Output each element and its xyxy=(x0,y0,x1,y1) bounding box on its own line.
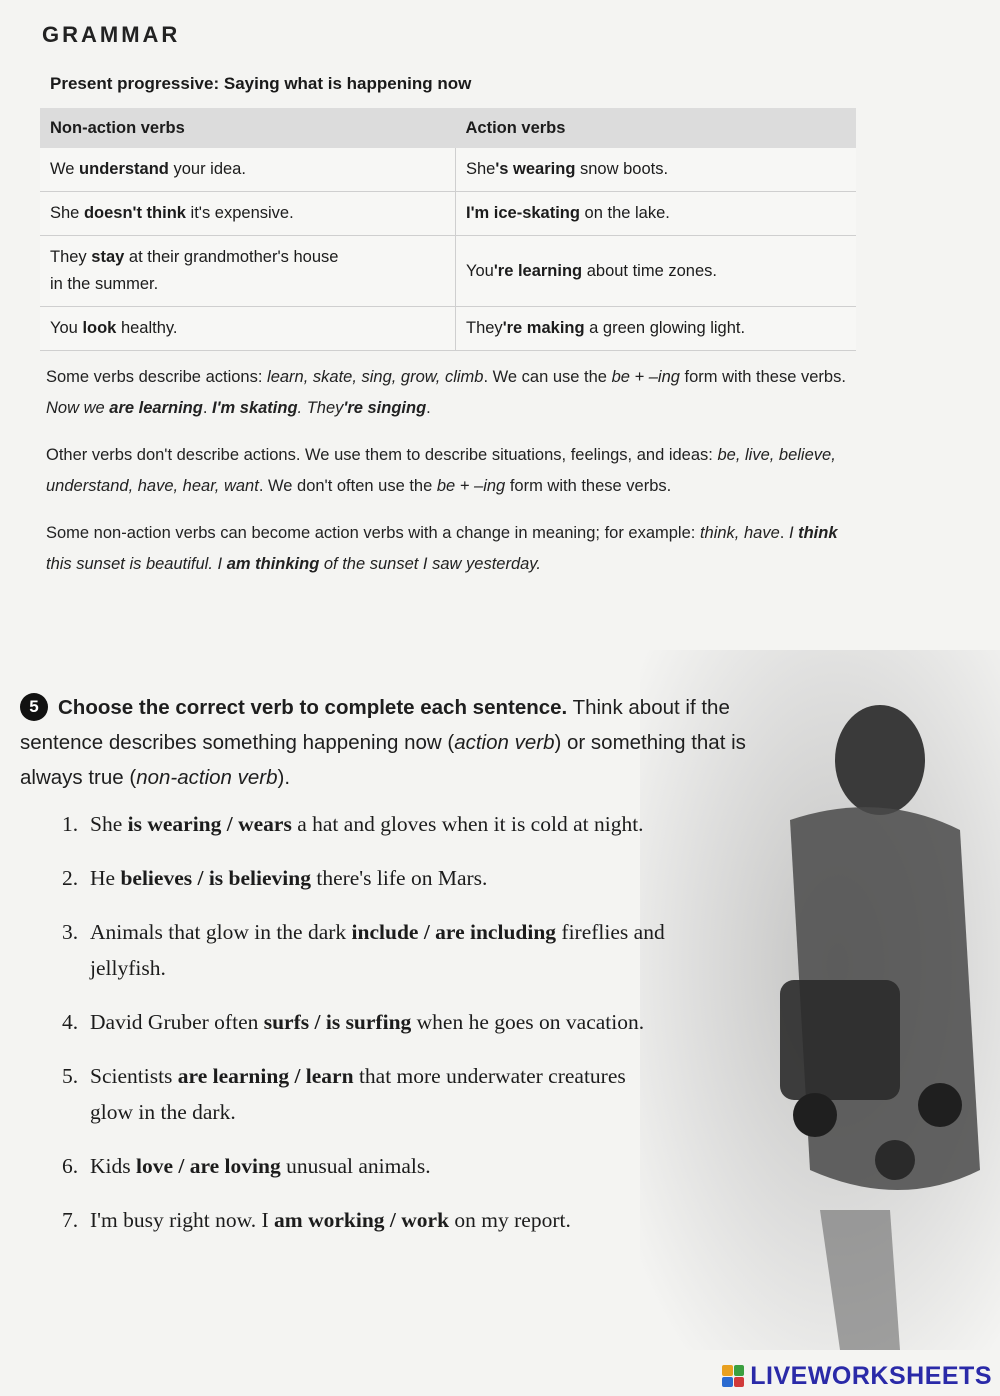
table-cell: I'm ice-skating on the lake. xyxy=(456,192,857,236)
verb-choice[interactable]: believes / is believing xyxy=(120,866,311,890)
note-paragraph: Other verbs don't describe actions. We use them to describe situations, feelings, and ideas: be, live, believe, understand, have, hear, want. We don't often use the be + –ing form with these verbs. xyxy=(46,446,836,495)
note-paragraph: Some non-action verbs can become action verbs with a change in meaning; for example: think, have. I think this sunset is beautiful. I am thinking of the sunset I saw yesterday. xyxy=(46,524,838,573)
list-item: 1. She is wearing / wears a hat and gloves when it is cold at night. xyxy=(62,812,644,836)
exercise-items xyxy=(62,806,672,1256)
table-cell: We understand your idea. xyxy=(40,148,456,192)
list-item: 4. David Gruber often surfs / is surfing when he goes on vacation. xyxy=(62,1010,645,1034)
list-item: 7. I'm busy right now. I am working / work on my report. xyxy=(62,1208,571,1232)
table-row xyxy=(40,148,856,192)
verb-choice[interactable]: are learning / learn xyxy=(177,1064,354,1088)
table-cell: They stay at their grandmother's house in the summer. xyxy=(40,236,456,307)
column-header-action: Action verbs xyxy=(456,108,857,148)
verb-choice[interactable]: is wearing / wears xyxy=(127,812,292,836)
verb-choice[interactable]: include / are including xyxy=(351,920,557,944)
table-cell: You look healthy. xyxy=(40,307,456,351)
grammar-table xyxy=(40,108,856,351)
exercise-instruction: 5 Choose the correct verb to complete each sentence. Think about if the sentence describes something happening now (action verb) or something that is always true (non-action verb). xyxy=(20,690,780,795)
section-label: GRAMMAR xyxy=(42,22,181,47)
list-item: 2. He believes / is believing there's life on Mars. xyxy=(62,866,488,890)
table-cell: You're learning about time zones. xyxy=(456,236,857,307)
list-item: 6. Kids love / are loving unusual animals. xyxy=(62,1154,431,1178)
list-item: 5. Scientists are learning / learn that more underwater creatures glow in the dark. xyxy=(62,1064,626,1124)
note-paragraph: Some verbs describe actions: learn, skate, sing, grow, climb. We can use the be + –ing form with these verbs. Now we are learning. I'm skating. They're singing. xyxy=(46,368,846,417)
table-cell: They're making a green glowing light. xyxy=(456,307,857,351)
table-row xyxy=(40,236,856,307)
liveworksheets-logo xyxy=(722,1362,992,1390)
table-cell: She doesn't think it's expensive. xyxy=(40,192,456,236)
exercise-number-badge: 5 xyxy=(20,693,48,721)
column-header-non-action: Non-action verbs xyxy=(40,108,456,148)
verb-choice[interactable]: surfs / is surfing xyxy=(263,1010,412,1034)
table-row xyxy=(40,192,856,236)
list-item: 3. Animals that glow in the dark include / are including fireflies and jellyfish. xyxy=(62,920,665,980)
verb-choice[interactable]: am working / work xyxy=(274,1208,450,1232)
table-cell: She's wearing snow boots. xyxy=(456,148,857,192)
grammar-notes xyxy=(46,362,866,596)
logo-icon xyxy=(722,1365,744,1387)
verb-choice[interactable]: love / are loving xyxy=(136,1154,281,1178)
grammar-box-title: Present progressive: Saying what is happening now xyxy=(50,74,472,93)
table-row xyxy=(40,307,856,351)
logo-wordmark: LIVEWORKSHEETS xyxy=(750,1361,992,1390)
